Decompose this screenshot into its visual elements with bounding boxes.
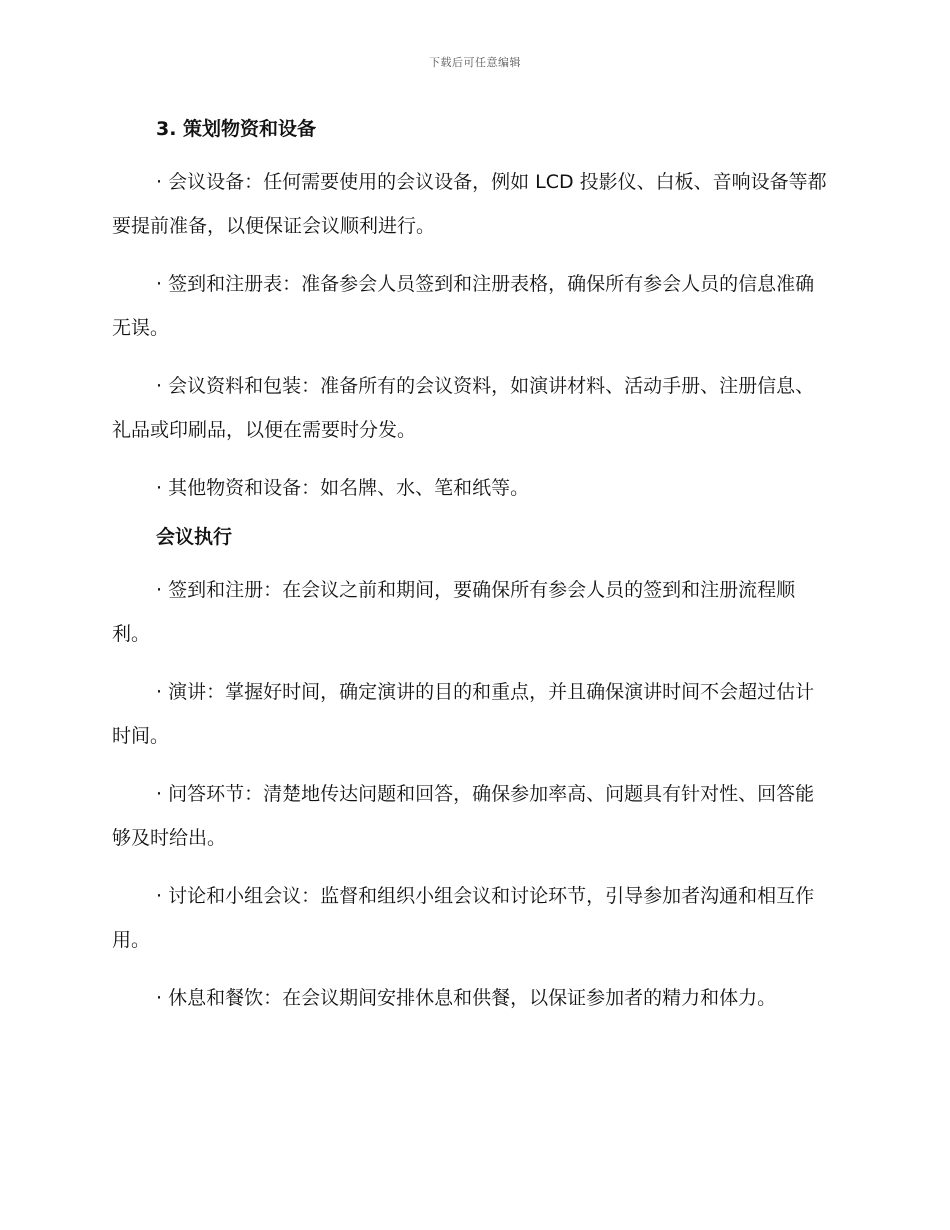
paragraph-speech: · 演讲：掌握好时间，确定演讲的目的和重点，并且确保演讲时间不会超过估计时间。 — [112, 681, 815, 747]
page-header: 下载后可任意编辑 — [429, 56, 521, 69]
paragraph-other-supplies: · 其他物资和设备：如名牌、水、笔和纸等。 — [156, 477, 530, 499]
section-heading-materials: 3. 策划物资和设备 — [156, 118, 317, 140]
paragraph-qa-session: · 问答环节：清楚地传达问题和回答，确保参加率高、问题具有针对性、回答能够及时给出。 — [112, 783, 815, 849]
paragraph-signin-forms: · 签到和注册表：准备参会人员签到和注册表格，确保所有参会人员的信息准确无误。 — [112, 273, 815, 339]
paragraph-meeting-materials: · 会议资料和包装：准备所有的会议资料，如演讲材料、活动手册、注册信息、礼品或印刷品，以便在需要时分发。 — [112, 375, 815, 441]
document-body — [112, 112, 832, 1034]
paragraph-breaks-catering: · 休息和餐饮：在会议期间安排休息和供餐，以保证参加者的精力和体力。 — [156, 987, 777, 1009]
paragraph-signin-registration: · 签到和注册：在会议之前和期间，要确保所有参会人员的签到和注册流程顺利。 — [112, 579, 796, 645]
section-heading-execution: 会议执行 — [156, 526, 233, 548]
paragraph-meeting-equipment: · 会议设备：任何需要使用的会议设备，例如 LCD 投影仪、白板、音响设备等都要提前准备，以便保证会议顺利进行。 — [112, 171, 827, 237]
paragraph-discussion-groups: · 讨论和小组会议：监督和组织小组会议和讨论环节，引导参加者沟通和相互作用。 — [112, 885, 815, 951]
